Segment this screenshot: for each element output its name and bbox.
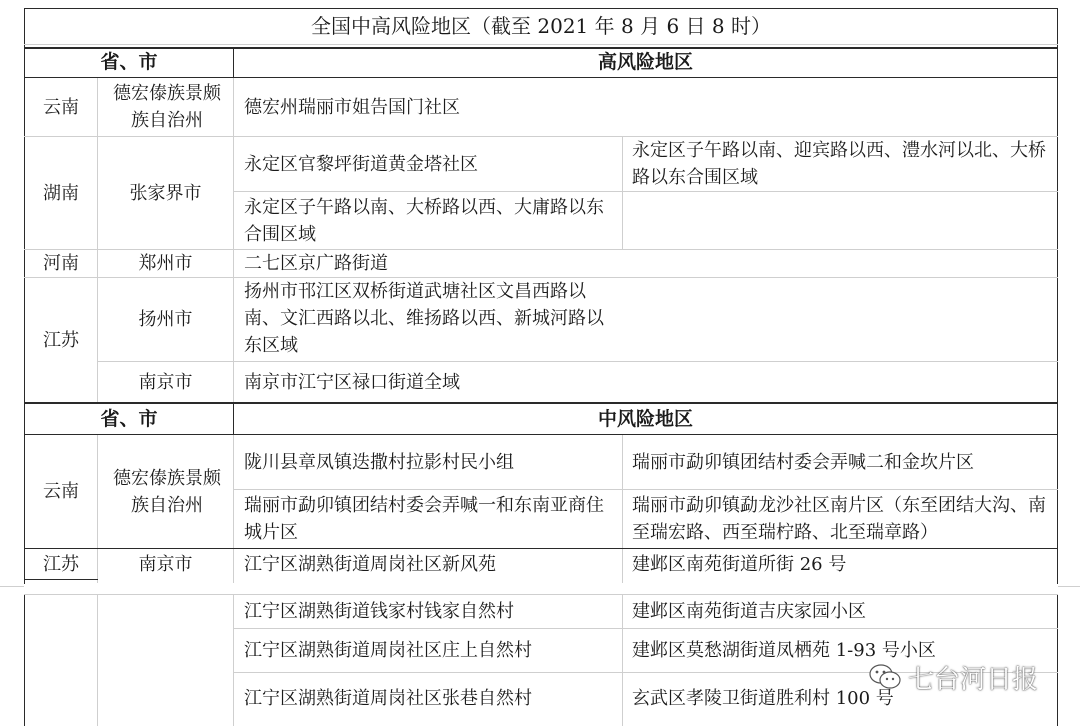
city-dehong: 德宏傣族景颇族自治州 — [113, 83, 221, 131]
divider — [233, 594, 234, 726]
header-medium-risk: 中风险地区 — [597, 407, 693, 430]
watermark — [868, 660, 1038, 694]
page-break — [0, 584, 1080, 592]
high-area: 二七区京广路街道 — [244, 253, 388, 274]
medium-area: 瑞丽市勐卯镇团结村委会弄喊二和金坎片区 — [632, 451, 974, 473]
medium-area: 江宁区湖熟街道周岗社区庄上自然村 — [244, 639, 532, 661]
divider — [622, 594, 623, 726]
border-right — [1057, 8, 1058, 588]
province-hunan: 湖南 — [43, 182, 79, 204]
city-yangzhou: 扬州市 — [138, 309, 193, 330]
city-nanjing: 南京市 — [138, 553, 193, 575]
divider — [24, 579, 98, 580]
divider — [233, 47, 234, 78]
high-area: 永定区官黎坪街道黄金塔社区 — [244, 153, 478, 175]
medium-area: 江宁区湖熟街道钱家村钱家自然村 — [244, 600, 514, 622]
divider — [1058, 586, 1080, 587]
table-title: 全国中高风险地区（截至 2021 年 8 月 6 日 8 时） — [311, 13, 771, 38]
header-province-city: 省、市 — [100, 407, 158, 430]
province-henan: 河南 — [43, 253, 79, 274]
header-high-risk: 高风险地区 — [597, 50, 693, 73]
high-area: 南京市江宁区禄口街道全域 — [244, 371, 460, 393]
divider — [97, 594, 98, 726]
high-area: 永定区子午路以南、迎宾路以西、澧水河以北、大桥路以东合围区域 — [632, 140, 1046, 188]
high-area: 德宏州瑞丽市姐告国门社区 — [244, 96, 460, 118]
medium-area: 瑞丽市勐卯镇勐龙沙社区南片区（东至团结大沟、南至瑞宏路、西至瑞柠路、北至瑞章路） — [632, 495, 1046, 543]
city-zhangjiajie: 张家界市 — [129, 182, 202, 204]
header-province-city: 省、市 — [100, 50, 158, 73]
high-area: 永定区子午路以南、大桥路以西、大庸路以东合围区域 — [244, 196, 604, 245]
province-jiangsu: 江苏 — [43, 329, 79, 351]
watermark-text: 七台河日报 — [908, 664, 1039, 695]
divider — [233, 404, 234, 435]
divider — [1057, 594, 1058, 726]
divider — [622, 435, 623, 583]
province-yunnan: 云南 — [43, 481, 79, 502]
divider — [233, 435, 234, 583]
divider — [24, 44, 1058, 45]
medium-area: 陇川县章凤镇迭撒村拉影村民小组 — [244, 451, 514, 473]
divider — [0, 586, 24, 587]
medium-area: 江宁区湖熟街道周岗社区张巷自然村 — [244, 687, 532, 709]
high-area: 扬州市邗江区双桥街道武塘社区文昌西路以南、文汇西路以北、维扬路以西、新城河路以东区域 — [244, 281, 604, 356]
divider — [622, 136, 623, 249]
wechat-icon — [868, 662, 902, 692]
divider — [24, 594, 25, 726]
city-nanjing: 南京市 — [138, 371, 193, 393]
city-zhengzhou: 郑州市 — [138, 253, 193, 274]
divider — [233, 78, 234, 402]
medium-area: 建邺区南苑街道吉庆家园小区 — [632, 600, 866, 622]
city-dehong: 德宏傣族景颇族自治州 — [113, 467, 221, 516]
medium-area: 玄武区孝陵卫街道胜利村 100 号 — [632, 687, 894, 709]
province-yunnan: 云南 — [43, 96, 79, 118]
province-jiangsu: 江苏 — [43, 553, 79, 575]
medium-area: 建邺区南苑街道所街 26 号 — [632, 553, 847, 575]
medium-area: 江宁区湖熟街道周岗社区新风苑 — [244, 553, 496, 575]
medium-area: 建邺区莫愁湖街道凤栖苑 1-93 号小区 — [632, 639, 936, 661]
medium-area: 瑞丽市勐卯镇团结村委会弄喊一和东南亚商住城片区 — [244, 495, 604, 543]
